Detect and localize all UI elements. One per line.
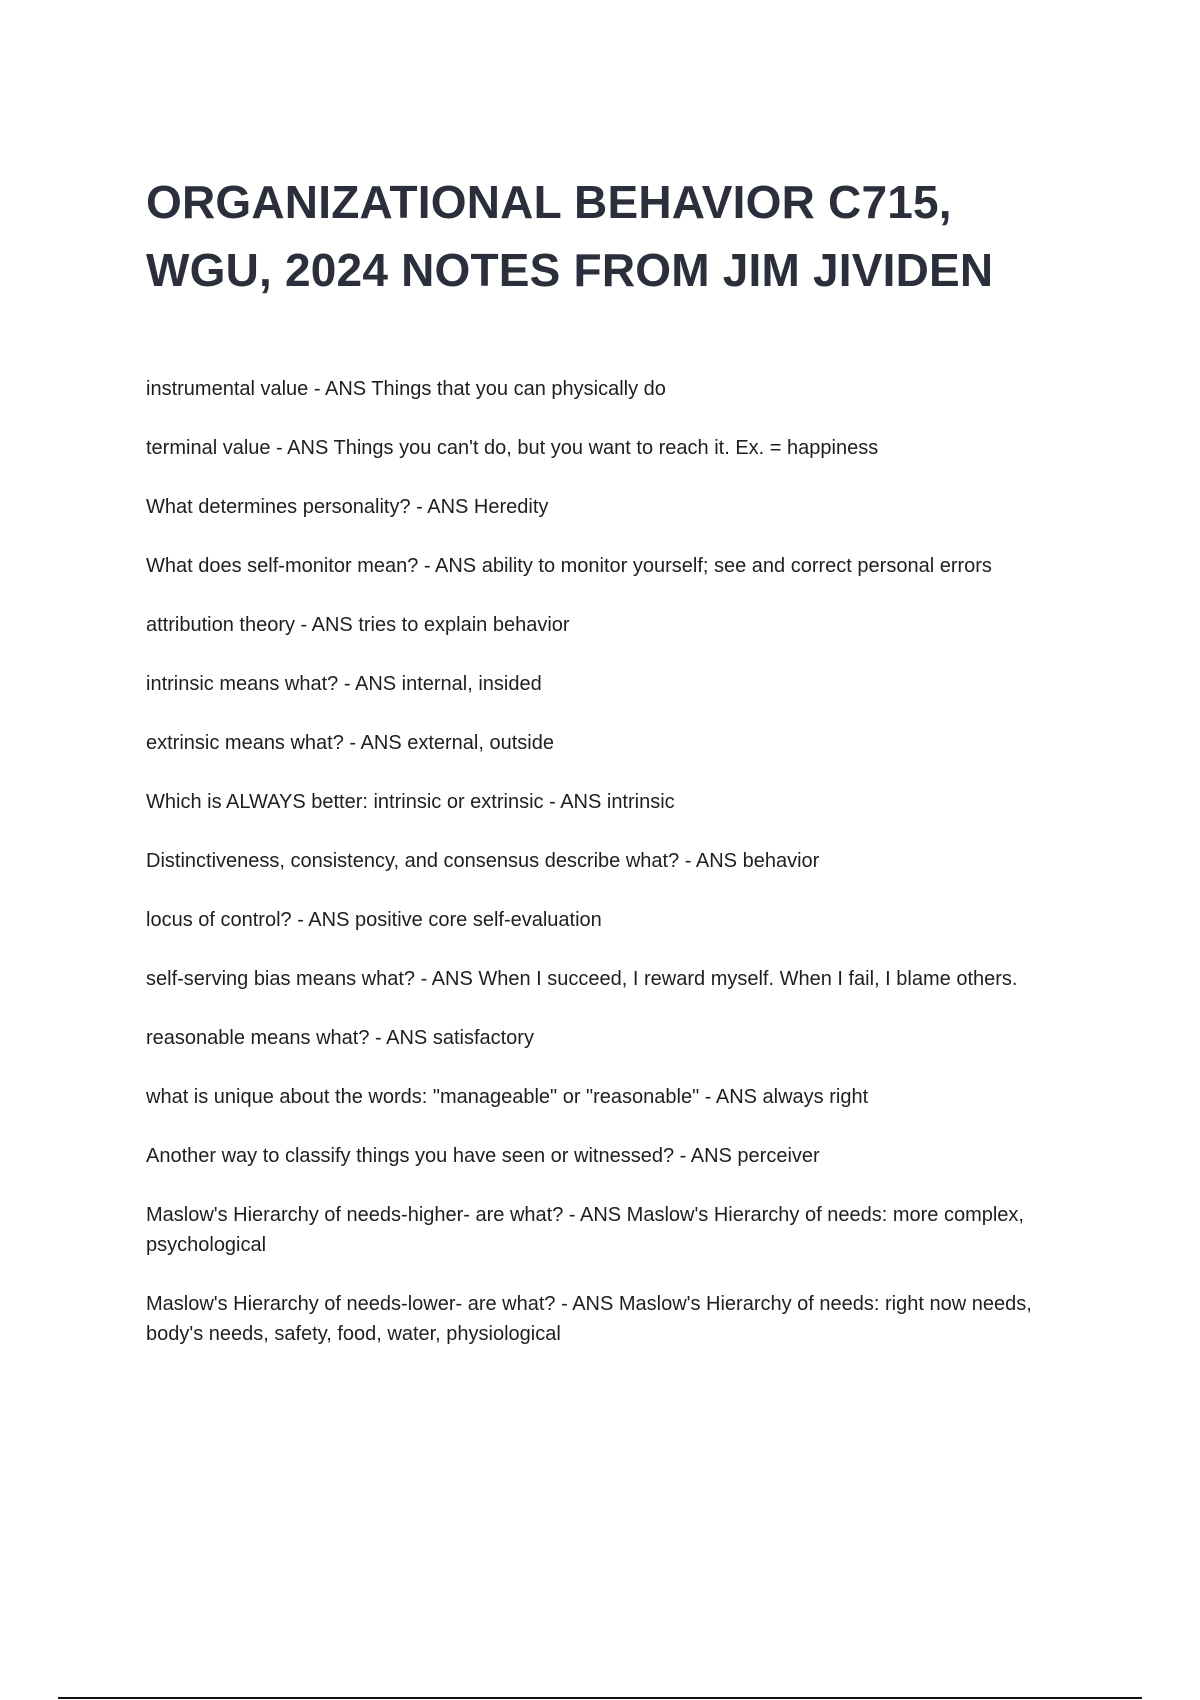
note-entry: reasonable means what? - ANS satisfactory bbox=[146, 1027, 534, 1049]
note-entry: locus of control? - ANS positive core self-evaluation bbox=[146, 909, 602, 931]
note-entry: Another way to classify things you have seen or witnessed? - ANS perceiver bbox=[146, 1145, 820, 1167]
note-entry: self-serving bias means what? - ANS When I succeed, I reward myself. When I fail, I blame others. bbox=[146, 968, 1018, 990]
note-entry: attribution theory - ANS tries to explain behavior bbox=[146, 614, 570, 636]
note-entry: Distinctiveness, consistency, and consensus describe what? - ANS behavior bbox=[146, 850, 820, 872]
note-entry: extrinsic means what? - ANS external, outside bbox=[146, 732, 554, 754]
note-entry: Which is ALWAYS better: intrinsic or extrinsic - ANS intrinsic bbox=[146, 791, 675, 813]
note-entry: Maslow's Hierarchy of needs-higher- are what? - ANS Maslow's Hierarchy of needs: more complex, psychological bbox=[146, 1204, 1024, 1256]
footer-divider bbox=[58, 1697, 1142, 1699]
note-entry: Maslow's Hierarchy of needs-lower- are what? - ANS Maslow's Hierarchy of needs: right now needs, body's needs, safety, food, water, physiological bbox=[146, 1293, 1032, 1345]
note-entry: what is unique about the words: "manageable" or "reasonable" - ANS always right bbox=[146, 1086, 869, 1108]
note-entry: terminal value - ANS Things you can't do, but you want to reach it. Ex. = happiness bbox=[146, 437, 879, 459]
page-title: ORGANIZATIONAL BEHAVIOR C715, WGU, 2024 NOTES FROM JIM JIVIDEN bbox=[146, 176, 994, 296]
note-entry: What determines personality? - ANS Heredity bbox=[146, 496, 549, 518]
note-entry: What does self-monitor mean? - ANS ability to monitor yourself; see and correct personal errors bbox=[146, 555, 992, 577]
note-entry: intrinsic means what? - ANS internal, insided bbox=[146, 673, 542, 695]
note-entry: instrumental value - ANS Things that you can physically do bbox=[146, 378, 666, 400]
notes-list bbox=[146, 374, 1066, 1378]
